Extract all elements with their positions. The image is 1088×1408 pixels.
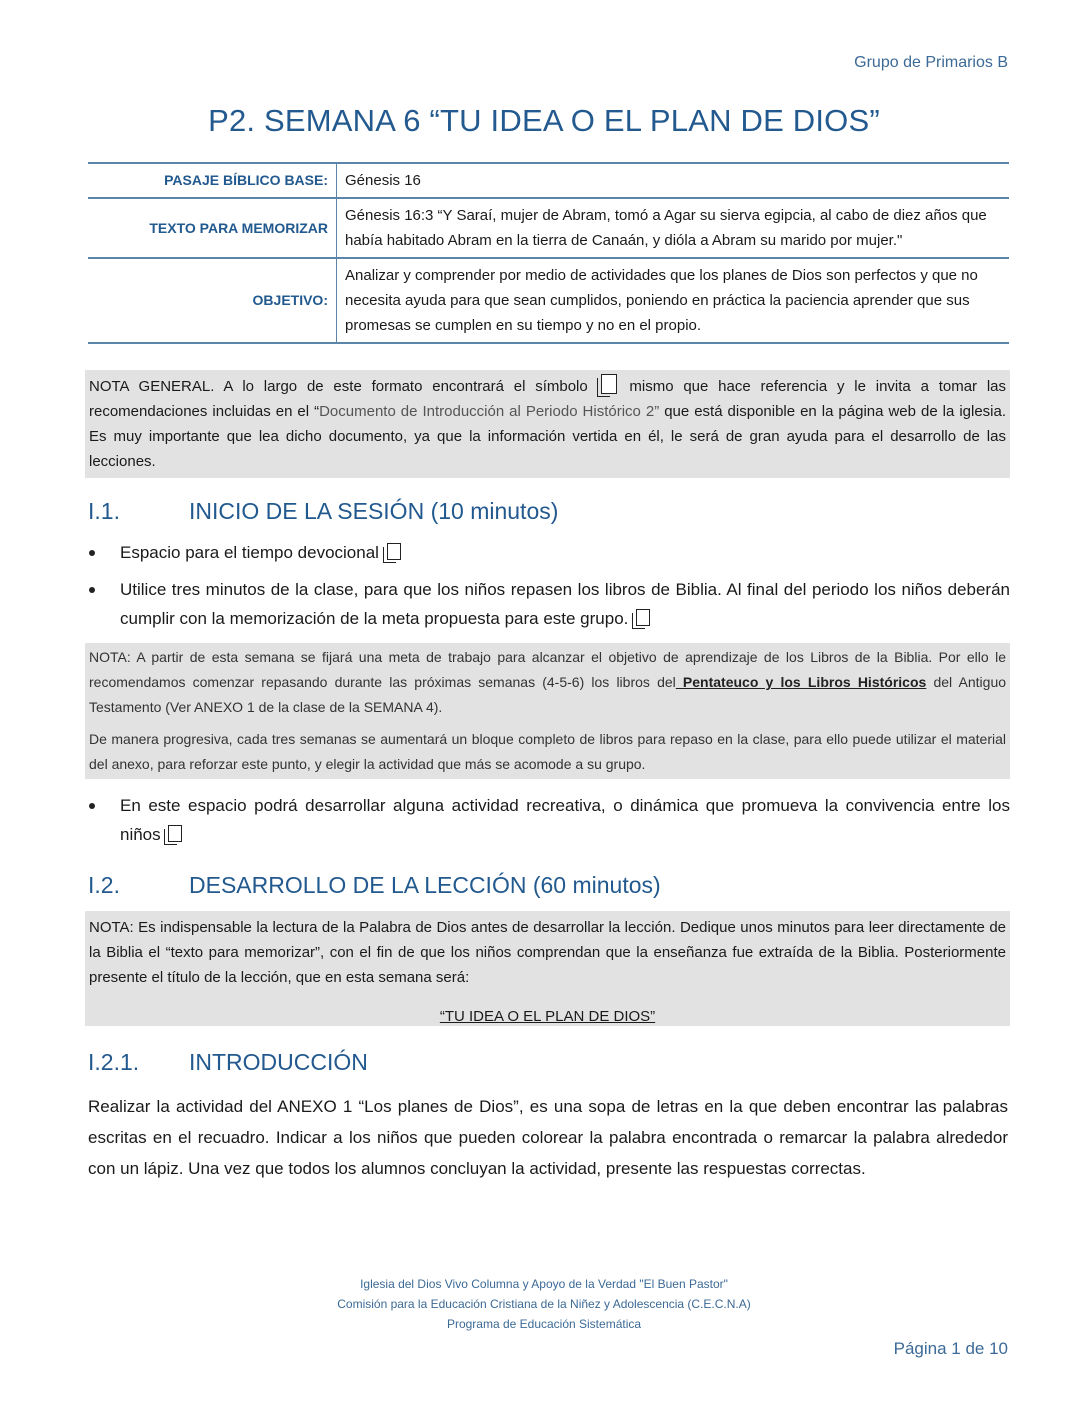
document-copy-icon — [636, 609, 650, 626]
page-number: Página 1 de 10 — [893, 1339, 1008, 1358]
pasaje-label: PASAJE BÍBLICO BASE: — [88, 163, 337, 198]
page-title: P2. SEMANA 6 “TU IDEA O EL PLAN DE DIOS” — [208, 103, 880, 138]
list-item-text: Utilice tres minutos de la clase, para que los niños repasen los libros de Biblia. Al final del periodo los niños deberán cumplir con la memorización de la meta propuesta para este grupo. — [120, 580, 1010, 628]
section-heading-inicio — [88, 498, 558, 525]
nota-desarrollo-box — [85, 911, 1010, 1026]
section-heading-introduccion — [88, 1049, 368, 1076]
lesson-title-line — [89, 1004, 1006, 1029]
texto-label: TEXTO PARA MEMORIZAR — [88, 198, 337, 258]
texto-value: Génesis 16:3 “Y Saraí, mujer de Abram, tomó a Agar su sierva egipcia, al cabo de diez años que había habitado Abram en la tierra de Canaán, y dióla a Abram su marido por mujer." — [337, 198, 1010, 258]
nota-general-ref: Documento de Introducción al Periodo Histórico 2” — [319, 403, 660, 420]
section-number: I.1. — [88, 498, 120, 524]
table-row — [88, 163, 1009, 198]
document-copy-icon — [387, 543, 401, 560]
nota-desarrollo-text: NOTA: Es indispensable la lectura de la Palabra de Dios antes de desarrollar la lección. Dedique unos minutos para leer directamente de la Biblia el “texto para memorizar”, con el fin de que los niños comprendan que la enseñanza fue extraída de la Biblia. Posteriormente presente el título de la lección, que en esta semana será: — [89, 919, 1006, 986]
section-heading-desarrollo — [88, 872, 661, 899]
objetivo-value: Analizar y comprender por medio de actividades que los planes de Dios son perfectos y que no necesita ayuda para que sean cumplidos, poniendo en práctica la paciencia aprender que sus promesas se cumplen en su tiempo y no en el propio. — [337, 258, 1010, 343]
section-number: I.2. — [88, 872, 120, 898]
list-item — [88, 538, 1010, 567]
footer — [0, 1274, 1088, 1334]
inicio-bullet-list-2 — [88, 791, 1010, 849]
inicio-bullet-list — [88, 538, 1010, 633]
nota-general-part1: NOTA GENERAL. A lo largo de este formato encontrará el símbolo — [89, 378, 588, 395]
document-copy-icon — [601, 374, 617, 394]
nota-libros-text-a: NOTA: A partir de esta semana se fijará una meta de trabajo para alcanzar el objetivo de aprendizaje de los Libros de la Biblia. Por ello le recomendamos comenzar repasando durante las próximas semanas (4-5-6) los libros del — [89, 649, 1006, 690]
pentateuco-link[interactable]: Pentateuco y los Libros Históricos — [675, 674, 927, 690]
list-item-text: Espacio para el tiempo devocional — [120, 543, 379, 562]
footer-line-3: Programa de Educación Sistemática — [446, 1317, 642, 1331]
nota-libros-text-b: del Antiguo Testamento (Ver ANEXO 1 de la clase de la SEMANA 4). — [89, 674, 1007, 715]
list-item — [88, 791, 1010, 849]
nota-libros-p2: De manera progresiva, cada tres semanas se aumentará un bloque completo de libros para repaso en la clase, para ello puede utilizar el material del anexo, para reforzar este punto, y elegir la actividad que más se acomode a su grupo. — [89, 731, 1006, 772]
document-copy-icon — [168, 825, 182, 842]
introduccion-paragraph: Realizar la actividad del ANEXO 1 “Los planes de Dios”, es una sopa de letras en la que deben encontrar las palabras escritas en el recuadro. Indicar a los niños que pueden colorear la palabra encontrada o remarcar la palabra alrededor con un lápiz. Una vez que todos los alumnos concluyan la actividad, presente las respuestas correctas. — [88, 1097, 1008, 1178]
nota-general-box — [85, 370, 1010, 478]
nota-general-part3: que está disponible en la página web de la iglesia. Es muy importante que lea dicho documento, ya que la información vertida en él, le será de gran ayuda para el desarrollo de las lecciones. — [89, 403, 1007, 470]
objetivo-label: OBJETIVO: — [88, 258, 337, 343]
table-row — [88, 258, 1009, 343]
table-row — [88, 198, 1009, 258]
footer-line-1: Iglesia del Dios Vivo Columna y Apoyo de la Verdad "El Buen Pastor" — [360, 1277, 728, 1291]
list-item — [88, 575, 1010, 633]
nota-libros-p1 — [89, 645, 1006, 720]
nota-general-part2: mismo que hace referencia y le invita a tomar las recomendaciones incluidas en el “ — [89, 378, 1007, 420]
lesson-info-table — [88, 162, 1009, 344]
section-number: I.2.1. — [88, 1049, 140, 1075]
section-title: INICIO DE LA SESIÓN (10 minutos) — [189, 498, 559, 524]
section-title: DESARROLLO DE LA LECCIÓN (60 minutos) — [189, 872, 661, 898]
nota-general-text — [89, 374, 1006, 474]
nota-libros-box — [85, 643, 1010, 779]
lesson-title: “TU IDEA O EL PLAN DE DIOS” — [439, 1008, 656, 1025]
footer-line-2: Comisión para la Educación Cristiana de la Niñez y Adolescencia (C.E.C.N.A) — [337, 1297, 751, 1311]
section-title: INTRODUCCIÓN — [189, 1049, 368, 1075]
pasaje-value: Génesis 16 — [337, 163, 1010, 198]
list-item-text: En este espacio podrá desarrollar alguna actividad recreativa, o dinámica que promueva la convivencia entre los niños — [120, 796, 1010, 844]
header-group-label: Grupo de Primarios B — [854, 54, 1008, 71]
